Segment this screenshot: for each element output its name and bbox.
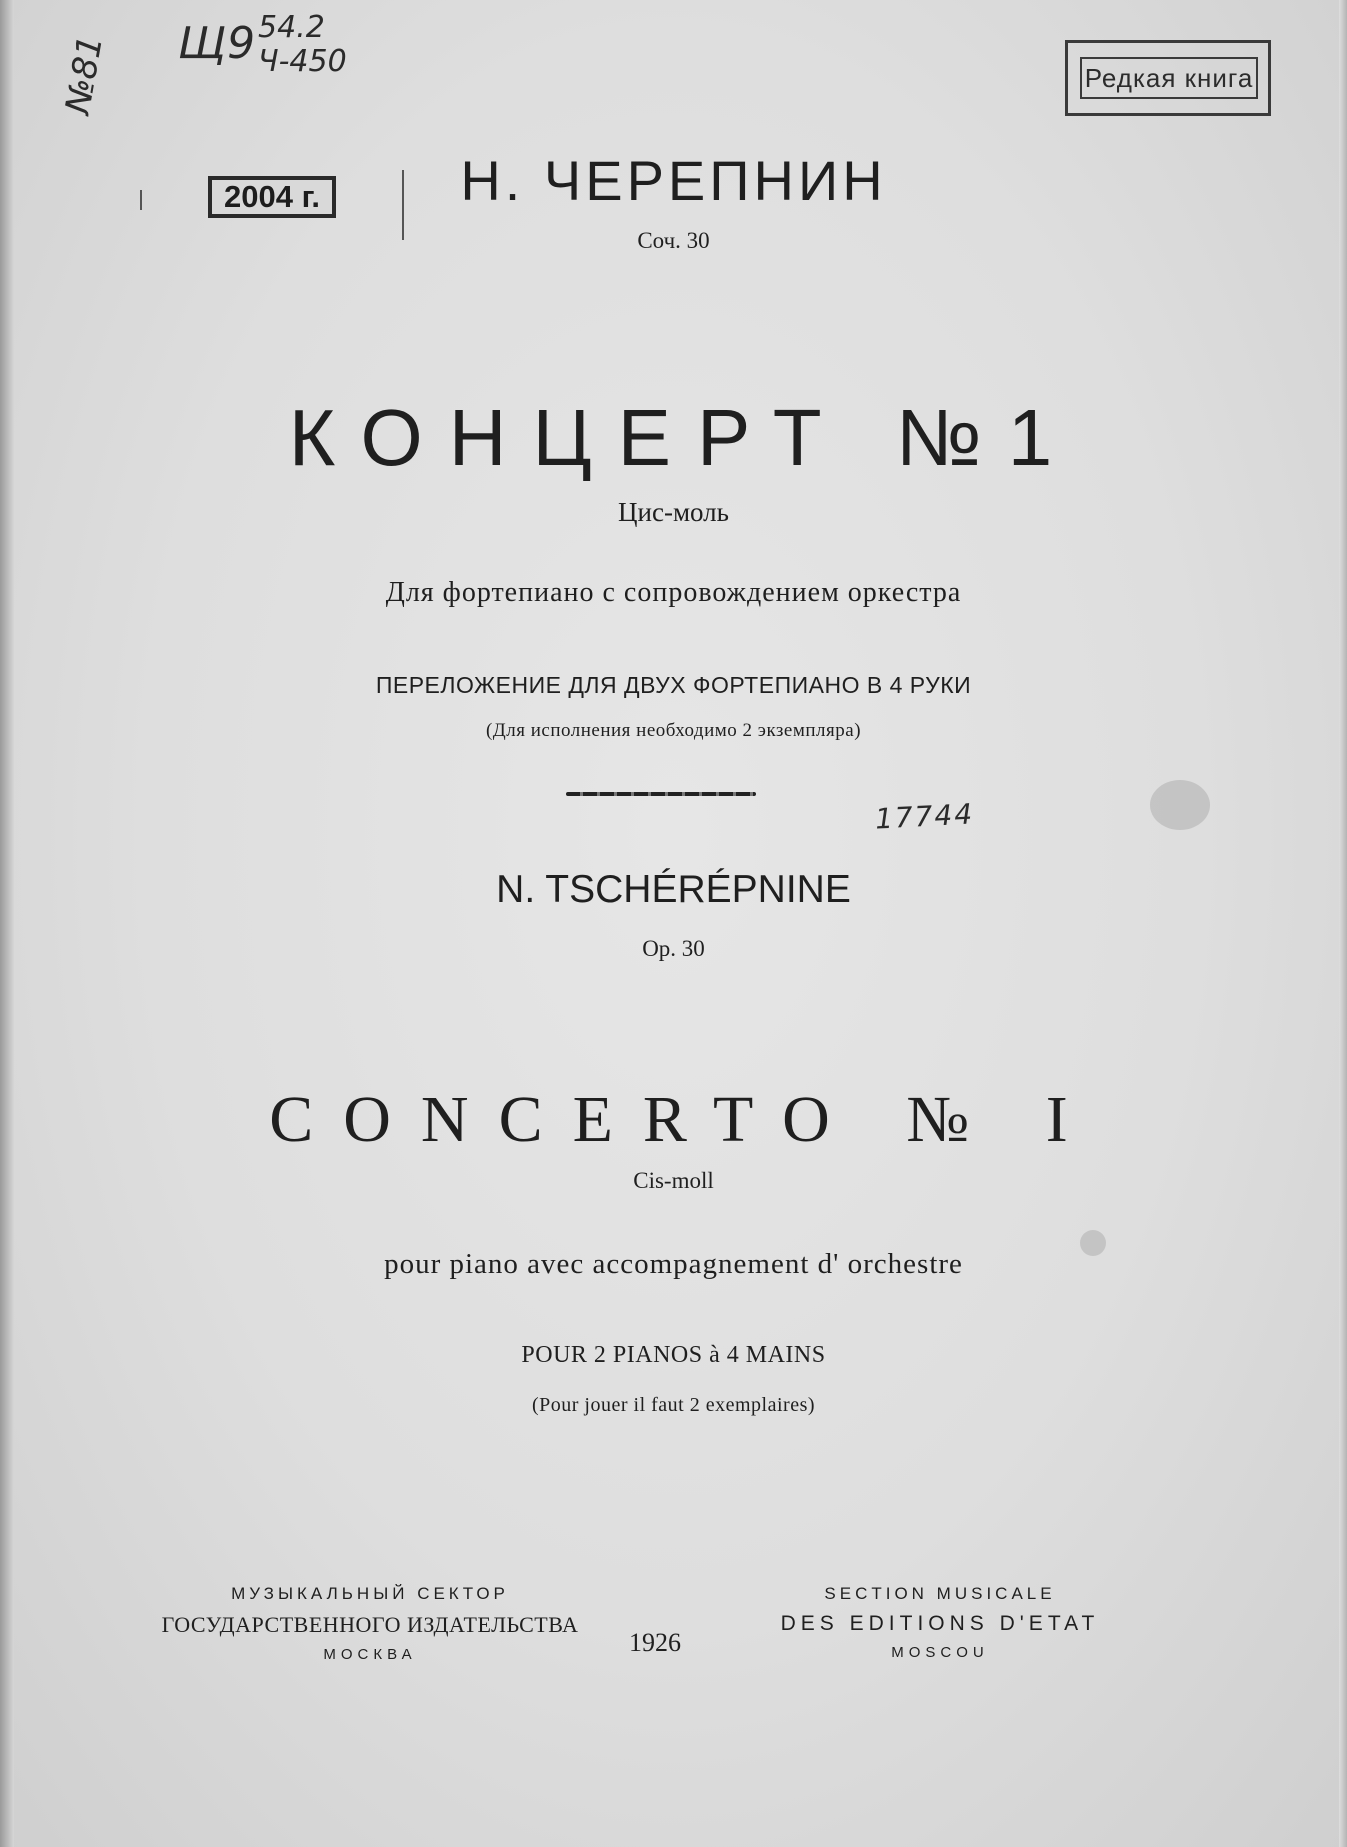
description-french: pour piano avec accompagnement d' orchestre bbox=[384, 1248, 963, 1280]
imprint-french-line1: SECTION MUSICALE bbox=[824, 1584, 1056, 1603]
imprint-french-city: MOSCOU bbox=[891, 1644, 989, 1661]
opus-french: Op. 30 bbox=[642, 936, 705, 961]
rare-book-stamp-label: Редкая книга bbox=[1080, 57, 1258, 99]
imprint-russian-line2: ГОСУДАРСТВЕННОГО ИЗДАТЕЛЬСТВА bbox=[161, 1612, 579, 1637]
accession-number-handwritten: 17744 bbox=[874, 797, 975, 836]
composer-name-french: N. TSCHÉRÉPNINE bbox=[496, 868, 851, 911]
page-edge-left bbox=[0, 0, 14, 1847]
title-french: CONCERTO № I bbox=[269, 1083, 1098, 1156]
corner-mark-handwritten: №81 bbox=[58, 32, 112, 117]
year-stamp: 2004 г. bbox=[208, 176, 336, 218]
key-french: Cis-moll bbox=[633, 1168, 714, 1193]
opus-russian: Соч. 30 bbox=[637, 228, 710, 253]
publisher-imprint-french bbox=[740, 1584, 1140, 1661]
composer-name-russian: Н. ЧЕРЕПНИН bbox=[460, 149, 887, 212]
imprint-russian-line1: МУЗЫКАЛЬНЫЙ СЕКТОР bbox=[231, 1584, 509, 1603]
title-russian: КОНЦЕРТ №1 bbox=[288, 393, 1079, 482]
shelf-mark-superscript: 54.2 bbox=[258, 10, 325, 45]
shelf-mark-handwritten: Щ9 bbox=[178, 18, 257, 69]
imprint-french-line2: DES EDITIONS D'ETAT bbox=[780, 1612, 1100, 1635]
arrangement-russian: ПЕРЕЛОЖЕНИЕ ДЛЯ ДВУХ ФОРТЕПИАНО В 4 РУКИ bbox=[375, 672, 972, 698]
key-russian: Цис-моль bbox=[618, 497, 729, 527]
imprint-russian-city: МОСКВА bbox=[323, 1646, 417, 1663]
publisher-imprint-russian bbox=[150, 1584, 590, 1663]
shelf-mark-subscript: Ч-450 bbox=[258, 44, 347, 79]
note-russian: (Для исполнения необходимо 2 экземпляра) bbox=[485, 720, 862, 741]
publication-year: 1926 bbox=[629, 1628, 681, 1657]
paper-stain bbox=[1150, 780, 1210, 830]
description-russian: Для фортепиано с сопровождением оркестра bbox=[385, 577, 962, 608]
rare-book-stamp bbox=[1065, 40, 1271, 116]
arrangement-french: POUR 2 PIANOS à 4 MAINS bbox=[521, 1342, 826, 1368]
note-french: (Pour jouer il faut 2 exemplaires) bbox=[531, 1394, 816, 1416]
ornamental-divider bbox=[566, 792, 756, 796]
page-edge-right bbox=[1339, 0, 1347, 1847]
